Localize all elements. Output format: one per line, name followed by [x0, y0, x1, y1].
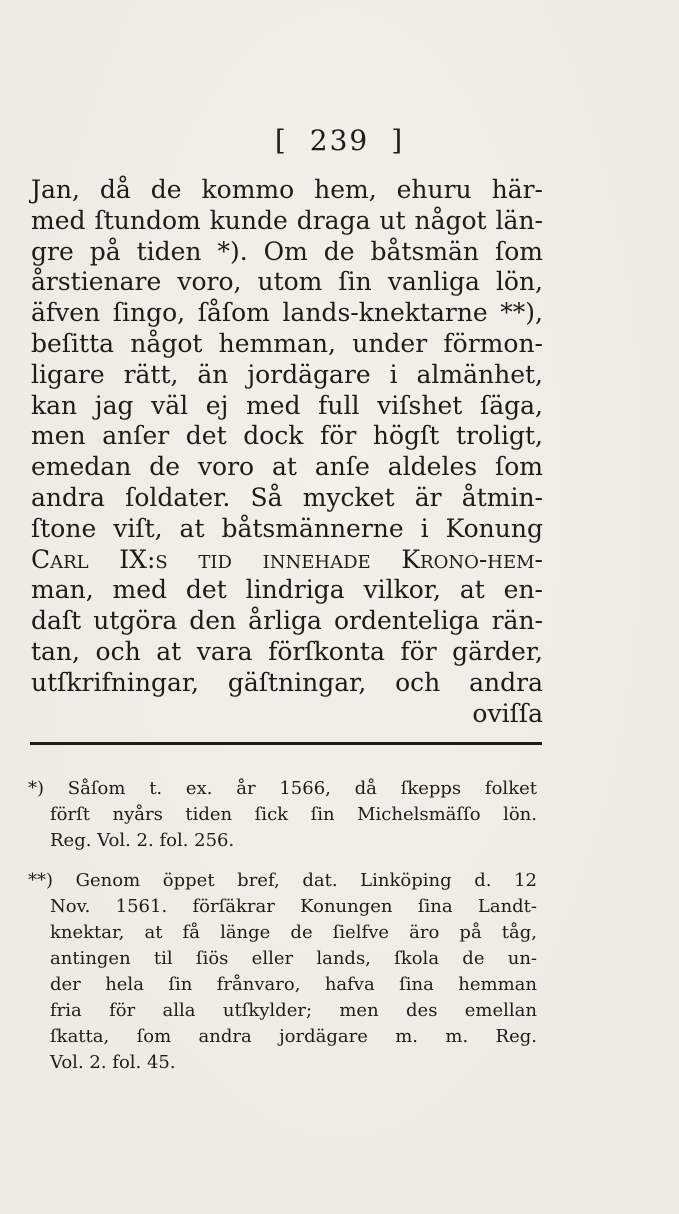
text-line: Carl IX:s tid innehade Krono-hem-	[31, 544, 543, 574]
text-line: men anſer det dock för högſt troligt,	[31, 421, 543, 451]
text-line: andra ſoldater. Så mycket är åtmin-	[31, 482, 543, 512]
text-line: äfven ſingo, ſåſom lands-knektarne **),	[31, 298, 543, 328]
catchword: oviſſa	[472, 698, 543, 728]
text-line: emedan de voro at anſe aldeles ſom	[31, 452, 543, 482]
text-line: med ſtundom kunde draga ut något län-	[31, 205, 543, 235]
footnote-line: knektar, at få länge de ſielfve äro på tåg,	[50, 922, 537, 943]
main-text	[31, 175, 543, 729]
text-line: ligare rätt, än jordägare i almänhet,	[31, 359, 543, 389]
text-line: man, med det lindriga vilkor, at en-	[31, 575, 543, 605]
page-header	[0, 124, 679, 157]
footnote-line: Reg. Vol. 2. fol. 256.	[50, 830, 235, 851]
bracket-right: ]	[391, 124, 405, 157]
footnote-line: der hela ſin frånvaro, hafva ſina hemman	[50, 974, 537, 995]
footnote-line: förſt nyårs tiden ſick ſin Michelsmäſſo lön.	[50, 804, 537, 825]
footnote-line: Nov. 1561. förſäkrar Konungen ſina Landt-	[50, 896, 537, 917]
text-line: Jan, då de kommo hem, ehuru här-	[31, 175, 543, 204]
text-line: beſitta något hemman, under förmon-	[31, 328, 543, 358]
footnote-line: antingen til ſiös eller lands, ſkola de un-	[50, 948, 537, 969]
footnote-line: Vol. 2. fol. 45.	[50, 1052, 176, 1073]
bracket-left: [	[274, 124, 288, 157]
footnote-2	[28, 868, 537, 1076]
text-line: kan jag väl ej med full viſshet ſäga,	[31, 390, 543, 420]
footnote-line: ſkatta, ſom andra jordägare m. m. Reg.	[50, 1026, 537, 1047]
footnote-line: **) Genom öppet bref, dat. Linköping d. 12	[28, 870, 537, 891]
text-line: gre på tiden *). Om de båtsmän ſom	[31, 236, 543, 266]
footnote-line: fria för alla utſkylder; men des emellan	[50, 1000, 537, 1021]
footnote-line: *) Såſom t. ex. år 1566, då ſkepps folket	[28, 778, 537, 799]
footnote-1	[28, 776, 537, 854]
footnote-divider	[30, 742, 542, 745]
text-line: daſt utgöra den årliga ordenteliga rän-	[31, 606, 543, 636]
text-line: årstienare voro, utom ſin vanliga lön,	[31, 267, 543, 297]
text-line: ſtone viſt, at båtsmännerne i Konung	[31, 513, 543, 543]
text-line: utſkrifningar, gäſtningar, och andra	[31, 667, 543, 697]
text-line: tan, och at vara förſkonta för gärder,	[31, 636, 543, 666]
page-number: 239	[309, 124, 370, 157]
